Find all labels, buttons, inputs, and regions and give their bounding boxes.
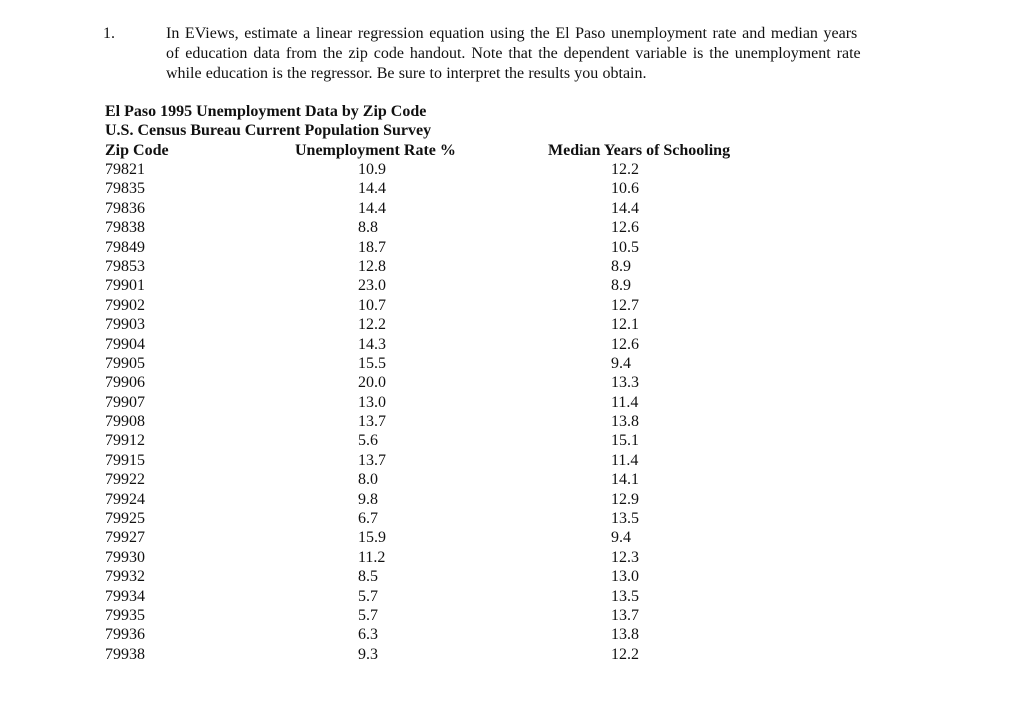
unemployment-rate-cell: 23.0	[358, 277, 386, 295]
zip-code-cell: 79938	[105, 645, 145, 663]
table-row	[0, 567, 1024, 586]
zip-code-cell: 79821	[105, 161, 145, 178]
zip-code-cell: 79908	[105, 413, 145, 431]
unemployment-rate-cell: 9.8	[358, 490, 378, 508]
median-schooling-cell: 12.9	[611, 490, 639, 508]
unemployment-rate-cell: 15.9	[358, 529, 386, 547]
zip-code-cell: 79838	[105, 219, 145, 237]
median-schooling-cell: 13.7	[611, 606, 639, 624]
table-row	[0, 160, 1024, 179]
unemployment-rate-cell: 15.5	[358, 354, 386, 372]
table-row	[0, 528, 1024, 547]
median-schooling-cell: 11.4	[611, 393, 639, 411]
zip-code-cell: 79912	[105, 432, 145, 450]
question-text	[166, 24, 936, 84]
table-row	[0, 354, 1024, 373]
table-row	[0, 548, 1024, 567]
table-row	[0, 393, 1024, 412]
table-row	[0, 218, 1024, 237]
zip-code-cell: 79927	[105, 529, 145, 547]
table-row	[0, 431, 1024, 450]
table-row	[0, 509, 1024, 528]
table-row	[0, 490, 1024, 509]
question-line: while education is the regressor. Be sure to interpret the results you obtain.	[166, 65, 647, 82]
unemployment-rate-cell: 8.5	[358, 568, 378, 586]
zip-code-cell: 79935	[105, 606, 145, 624]
unemployment-rate-cell: 14.3	[358, 335, 386, 353]
zip-code-cell: 79934	[105, 587, 145, 605]
table-row	[0, 315, 1024, 334]
zip-code-cell: 79901	[105, 277, 145, 295]
table-row	[0, 335, 1024, 354]
median-schooling-cell: 13.5	[611, 510, 639, 528]
unemployment-rate-cell: 8.8	[358, 219, 378, 237]
zip-code-cell: 79925	[105, 510, 145, 528]
unemployment-rate-cell: 8.0	[358, 471, 378, 489]
unemployment-rate-cell: 9.3	[358, 645, 378, 663]
unemployment-rate-cell: 10.7	[358, 296, 386, 314]
zip-code-cell: 79932	[105, 568, 145, 586]
median-schooling-cell: 10.5	[611, 238, 639, 256]
table-row	[0, 373, 1024, 392]
question-line: In EViews, estimate a linear regression equation using the El Paso unemployment rate and median years	[166, 25, 858, 42]
unemployment-rate-cell: 5.7	[358, 606, 378, 624]
median-schooling-cell: 13.0	[611, 568, 639, 586]
median-schooling-cell: 12.3	[611, 548, 639, 566]
question-number: 1.	[103, 25, 115, 42]
table-subtitle: U.S. Census Bureau Current Population Survey	[105, 122, 432, 139]
median-schooling-cell: 13.8	[611, 626, 639, 644]
unemployment-rate-cell: 12.8	[358, 257, 386, 275]
table-row	[0, 257, 1024, 276]
zip-code-cell: 79836	[105, 199, 145, 217]
median-schooling-cell: 12.1	[611, 316, 639, 334]
zip-code-cell: 79936	[105, 626, 145, 644]
unemployment-rate-cell: 13.7	[358, 451, 386, 469]
data-table-body	[0, 160, 1024, 664]
table-row	[0, 276, 1024, 295]
zip-code-cell: 79924	[105, 490, 145, 508]
zip-code-cell: 79907	[105, 393, 145, 411]
zip-code-cell: 79904	[105, 335, 145, 353]
table-row	[0, 645, 1024, 664]
unemployment-rate-cell: 6.3	[358, 626, 378, 644]
median-schooling-cell: 12.6	[611, 219, 639, 237]
unemployment-rate-cell: 14.4	[358, 180, 386, 198]
median-schooling-cell: 10.6	[611, 180, 639, 198]
unemployment-rate-cell: 11.2	[358, 548, 386, 566]
zip-code-header: Zip Code	[105, 142, 169, 159]
zip-code-cell: 79905	[105, 354, 145, 372]
median-schooling-cell: 15.1	[611, 432, 639, 450]
zip-code-cell: 79853	[105, 257, 145, 275]
table-row	[0, 625, 1024, 644]
unemployment-rate-header: Unemployment Rate %	[295, 142, 456, 159]
median-schooling-cell: 14.4	[611, 199, 639, 217]
table-title: El Paso 1995 Unemployment Data by Zip Code	[105, 103, 427, 120]
median-schooling-cell: 12.7	[611, 296, 639, 314]
median-schooling-cell: 13.8	[611, 413, 639, 431]
median-schooling-cell: 12.2	[611, 645, 639, 663]
table-row	[0, 587, 1024, 606]
table-row	[0, 412, 1024, 431]
table-row	[0, 179, 1024, 198]
median-schooling-cell: 12.2	[611, 161, 639, 178]
median-schooling-cell: 14.1	[611, 471, 639, 489]
zip-code-cell: 79835	[105, 180, 145, 198]
unemployment-rate-cell: 20.0	[358, 374, 386, 392]
unemployment-rate-cell: 6.7	[358, 510, 378, 528]
zip-code-cell: 79849	[105, 238, 145, 256]
median-schooling-cell: 12.6	[611, 335, 639, 353]
unemployment-rate-cell: 10.9	[358, 161, 386, 178]
table-row	[0, 470, 1024, 489]
median-schooling-cell: 9.4	[611, 354, 631, 372]
zip-code-cell: 79922	[105, 471, 145, 489]
table-row	[0, 296, 1024, 315]
unemployment-rate-cell: 5.6	[358, 432, 378, 450]
table-row	[0, 238, 1024, 257]
zip-code-cell: 79915	[105, 451, 145, 469]
zip-code-cell: 79902	[105, 296, 145, 314]
median-schooling-cell: 8.9	[611, 277, 631, 295]
table-row	[0, 606, 1024, 625]
unemployment-rate-cell: 13.0	[358, 393, 386, 411]
unemployment-rate-cell: 18.7	[358, 238, 386, 256]
unemployment-rate-cell: 12.2	[358, 316, 386, 334]
median-schooling-cell: 11.4	[611, 451, 639, 469]
question-line: of education data from the zip code handout. Note that the dependent variable is the unemployment rate	[166, 45, 861, 62]
zip-code-cell: 79906	[105, 374, 145, 392]
zip-code-cell: 79930	[105, 548, 145, 566]
table-row	[0, 199, 1024, 218]
median-schooling-cell: 9.4	[611, 529, 631, 547]
table-row	[0, 451, 1024, 470]
median-schooling-cell: 13.5	[611, 587, 639, 605]
unemployment-rate-cell: 14.4	[358, 199, 386, 217]
unemployment-rate-cell: 5.7	[358, 587, 378, 605]
median-schooling-cell: 8.9	[611, 257, 631, 275]
median-schooling-header: Median Years of Schooling	[548, 142, 731, 159]
zip-code-cell: 79903	[105, 316, 145, 334]
unemployment-rate-cell: 13.7	[358, 413, 386, 431]
median-schooling-cell: 13.3	[611, 374, 639, 392]
